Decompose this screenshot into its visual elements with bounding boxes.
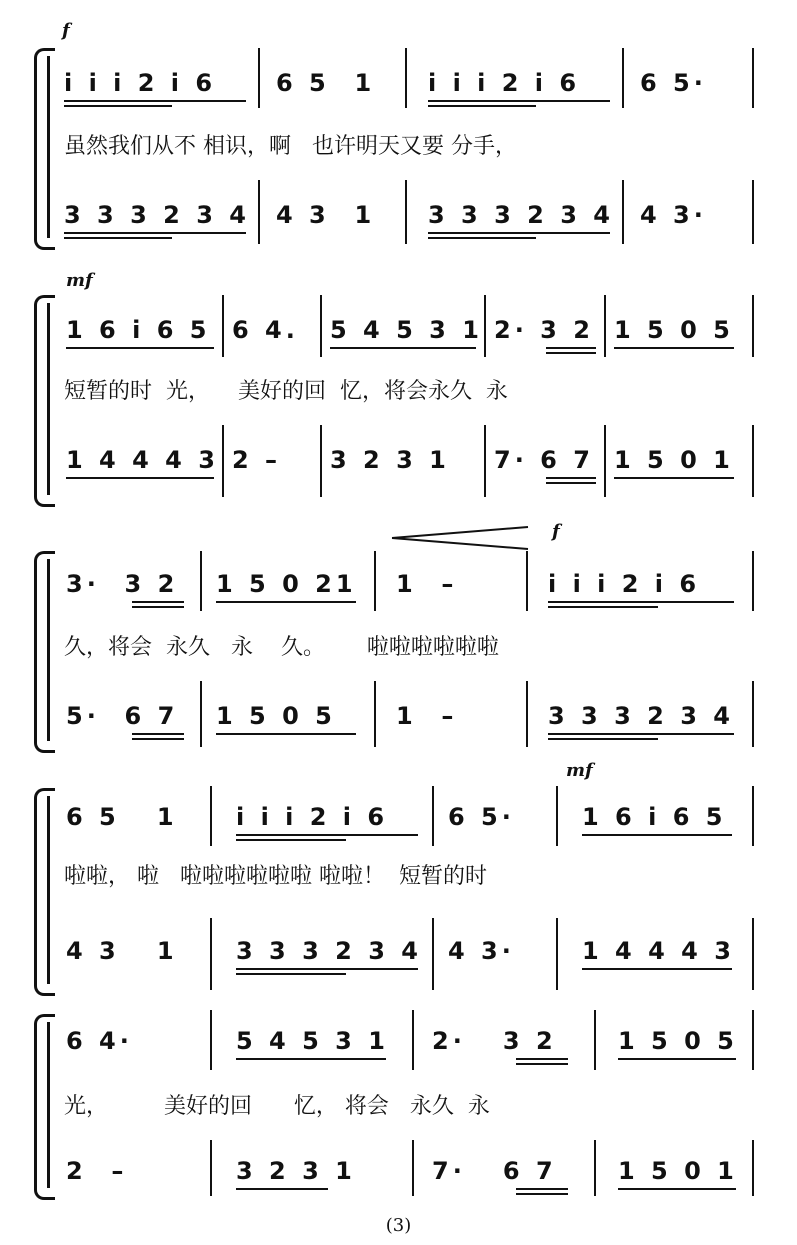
underline	[236, 1058, 386, 1060]
underline	[546, 482, 596, 484]
underline	[216, 601, 356, 603]
underline	[236, 834, 418, 836]
underline	[548, 738, 658, 740]
underline	[330, 347, 476, 349]
barline	[594, 1010, 596, 1070]
bar: 1 –	[396, 702, 458, 730]
bar: 5 4 5 3 1	[236, 1027, 389, 1055]
bar: 3· 3 2	[66, 570, 179, 598]
barline	[200, 681, 202, 747]
barline	[258, 48, 260, 108]
dynamic-mark: f	[552, 521, 560, 542]
bracket-line	[47, 1022, 50, 1188]
barline	[412, 1010, 414, 1070]
lyrics: 久，将会 永久 永 久。 啦啦啦啦啦啦	[64, 635, 499, 660]
underline	[236, 1188, 328, 1190]
underline	[548, 601, 734, 603]
lyrics: 光， 美好的回 忆， 将会 永久 永	[64, 1094, 490, 1119]
bar: 1 5 0 1	[618, 1157, 738, 1185]
bar: 5 4 5 3 1	[330, 316, 483, 344]
bar: 4 3 1	[276, 201, 376, 229]
bar: i i i 2 i 6	[548, 570, 701, 598]
underline	[548, 606, 658, 608]
barline	[405, 180, 407, 244]
system-bracket	[34, 295, 55, 507]
dynamic-mark: mf	[66, 270, 93, 291]
bar: 1 5 0 5	[618, 1027, 738, 1055]
underline	[236, 968, 418, 970]
barline	[622, 180, 624, 244]
barline	[752, 180, 754, 244]
underline	[132, 606, 184, 608]
underline	[582, 834, 732, 836]
barline	[412, 1140, 414, 1196]
underline	[428, 105, 536, 107]
bar: 1 4 4 4 3	[66, 446, 219, 474]
bracket-line	[47, 56, 50, 238]
bar: 3 3 3 2 3 4	[548, 702, 734, 730]
underline	[64, 232, 246, 234]
bar: 7· 6 7	[494, 446, 594, 474]
bar: 3 3 3 2 3 4	[236, 937, 422, 965]
barline	[622, 48, 624, 108]
bar: 4 3 1	[66, 937, 178, 965]
bar: 6 5·	[640, 69, 707, 97]
bar: 3 2 3 1	[330, 446, 450, 474]
underline	[216, 733, 356, 735]
barline	[210, 786, 212, 846]
bar: 5· 6 7	[66, 702, 179, 730]
underline	[132, 601, 184, 603]
bar: 1 –	[396, 570, 458, 598]
underline	[546, 477, 596, 479]
bracket-line	[47, 303, 50, 495]
barline	[210, 918, 212, 990]
bar: 1 5 0 5	[614, 316, 734, 344]
bar: 1 6 i 6 5	[66, 316, 211, 344]
bar: 1 5 0 21	[216, 570, 357, 598]
barline	[222, 425, 224, 497]
underline	[614, 477, 734, 479]
dynamic-mark: mf	[566, 760, 593, 781]
system-bracket	[34, 788, 55, 996]
barline	[604, 425, 606, 497]
lyrics: 虽然我们从不 相识，啊 也许明天又要 分手，	[64, 134, 517, 159]
bar: 6 5 1	[276, 69, 376, 97]
barline	[210, 1140, 212, 1196]
barline	[526, 681, 528, 747]
underline	[548, 733, 734, 735]
barline	[752, 918, 754, 990]
bar: 6 4.	[232, 316, 299, 344]
barline	[405, 48, 407, 108]
barline	[752, 1140, 754, 1196]
barline	[210, 1010, 212, 1070]
underline	[516, 1063, 568, 1065]
bar: 2 –	[66, 1157, 128, 1185]
underline	[64, 100, 246, 102]
underline	[618, 1188, 736, 1190]
barline	[752, 295, 754, 357]
barline	[594, 1140, 596, 1196]
barline	[526, 551, 528, 611]
underline	[546, 347, 596, 349]
barline	[432, 786, 434, 846]
barline	[484, 295, 486, 357]
bar: 1 4 4 4 3	[582, 937, 735, 965]
underline	[618, 1058, 736, 1060]
barline	[374, 551, 376, 611]
underline	[132, 733, 184, 735]
bar: 6 5·	[448, 803, 515, 831]
underline	[428, 232, 610, 234]
barline	[258, 180, 260, 244]
barline	[604, 295, 606, 357]
barline	[432, 918, 434, 990]
bar: 3 3 3 2 3 4	[428, 201, 614, 229]
underline	[236, 973, 346, 975]
lyrics: 短暂的时 光， 美好的回 忆，将会永久 永	[64, 379, 508, 404]
bar: 2· 3 2	[432, 1027, 557, 1055]
bar: 6 5 1	[66, 803, 178, 831]
barline	[200, 551, 202, 611]
page-number: (3)	[385, 1215, 412, 1236]
underline	[236, 839, 346, 841]
bar: 3 2 3 1	[236, 1157, 356, 1185]
underline	[66, 477, 214, 479]
underline	[614, 347, 734, 349]
barline	[752, 48, 754, 108]
bar: 3 3 3 2 3 4	[64, 201, 250, 229]
bar: 2 –	[232, 446, 282, 474]
bracket-line	[47, 559, 50, 741]
underline	[516, 1058, 568, 1060]
lyrics: 啦啦， 啦 啦啦啦啦啦啦 啦啦！ 短暂的时	[64, 864, 487, 889]
underline	[428, 237, 536, 239]
system-bracket	[34, 1014, 55, 1200]
underline	[132, 738, 184, 740]
bracket-line	[47, 796, 50, 984]
barline	[484, 425, 486, 497]
barline	[752, 551, 754, 611]
barline	[222, 295, 224, 357]
barline	[752, 786, 754, 846]
crescendo-hairpin	[390, 523, 530, 553]
bar: i i i 2 i 6	[236, 803, 389, 831]
underline	[66, 347, 214, 349]
bar: 1 5 0 1	[614, 446, 734, 474]
system-bracket	[34, 551, 55, 753]
barline	[374, 681, 376, 747]
underline	[64, 105, 172, 107]
underline	[64, 237, 172, 239]
bar: i i i 2 i 6	[428, 69, 581, 97]
barline	[320, 295, 322, 357]
barline	[556, 786, 558, 846]
underline	[428, 100, 610, 102]
underline	[516, 1188, 568, 1190]
bar: 4 3·	[448, 937, 515, 965]
dynamic-mark: f	[62, 20, 70, 41]
underline	[516, 1193, 568, 1195]
barline	[752, 1010, 754, 1070]
system-bracket	[34, 48, 55, 250]
barline	[556, 918, 558, 990]
bar: i i i 2 i 6	[64, 69, 217, 97]
underline	[582, 968, 732, 970]
bar: 4 3·	[640, 201, 707, 229]
barline	[752, 681, 754, 747]
underline	[546, 352, 596, 354]
barline	[320, 425, 322, 497]
bar: 1 5 0 5	[216, 702, 336, 730]
barline	[752, 425, 754, 497]
bar: 1 6 i 6 5	[582, 803, 727, 831]
bar: 2· 3 2	[494, 316, 594, 344]
bar: 7· 6 7	[432, 1157, 557, 1185]
bar: 6 4·	[66, 1027, 133, 1055]
